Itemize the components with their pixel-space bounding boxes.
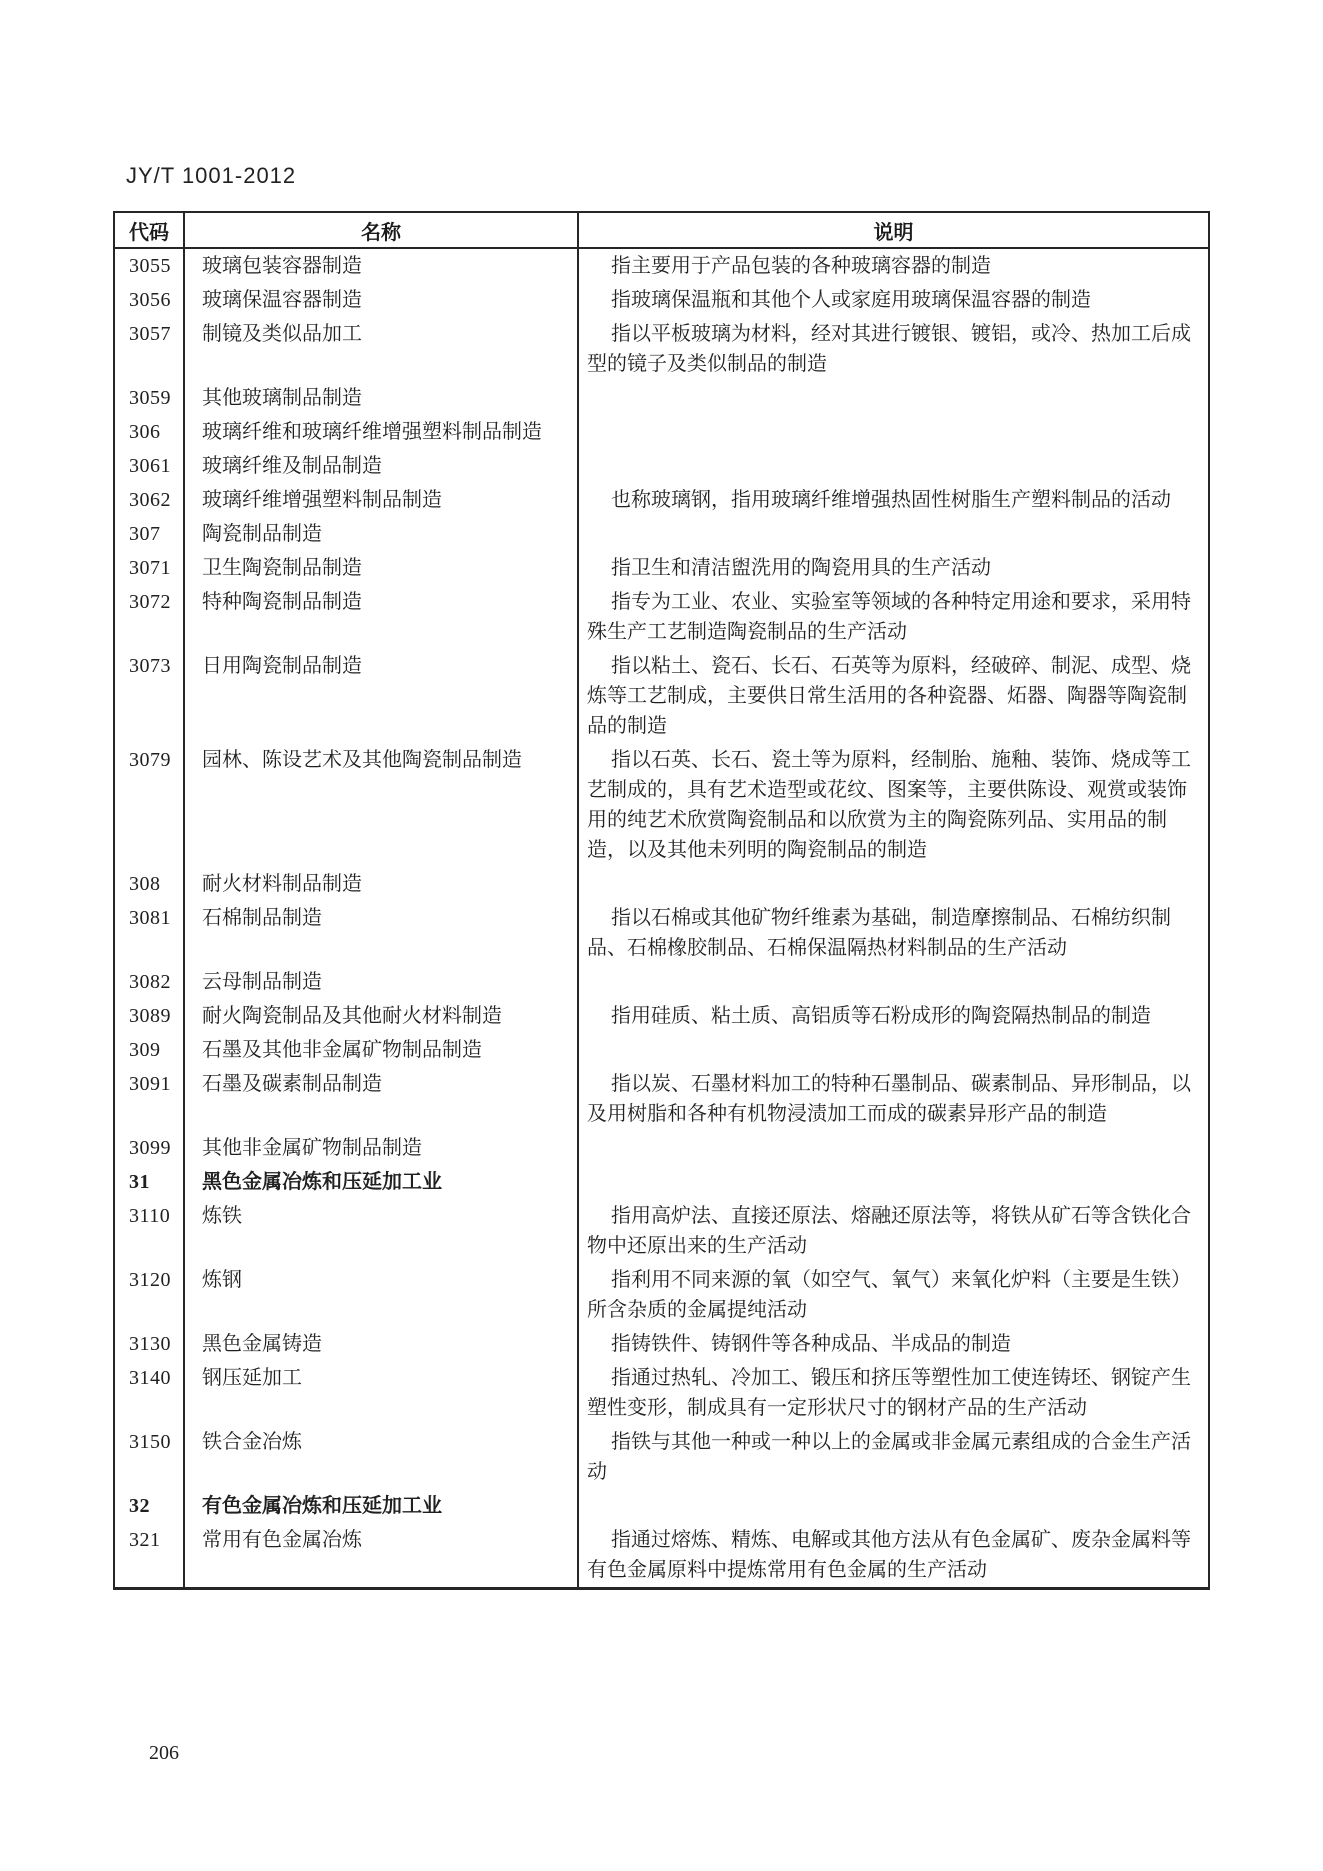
name-cell: 有色金属冶炼和压延加工业 (184, 1489, 578, 1523)
name-cell: 耐火材料制品制造 (184, 867, 578, 901)
code-cell: 3150 (114, 1425, 184, 1489)
code-cell: 3091 (114, 1067, 184, 1131)
name-cell: 炼铁 (184, 1199, 578, 1263)
description-text: 指用硅质、粘土质、高铝质等石粉成形的陶瓷隔热制品的制造 (611, 1005, 1151, 1027)
code-cell: 3081 (114, 901, 184, 965)
description-cell (578, 381, 1209, 415)
table-row (114, 1425, 1209, 1489)
description-text: 指以炭、石墨材料加工的特种石墨制品、碳素制品、异形制品，以及用树脂和各种有机物浸渍加工而成的碳素异形产品的制造 (587, 1073, 1191, 1125)
description-text: 指以石英、长石、瓷土等为原料，经制胎、施釉、装饰、烧成等工艺制成的，具有艺术造型或花纹、图案等，主要供陈设、观赏或装饰用的纯艺术欣赏陶瓷制品和以欣赏为主的陶瓷陈列品、实用品的制造，以及其他未列明的陶瓷制品的制造 (587, 749, 1191, 861)
description-cell (578, 317, 1209, 381)
table-row (114, 965, 1209, 999)
description-cell (578, 449, 1209, 483)
code-cell: 3130 (114, 1327, 184, 1361)
name-cell: 玻璃保温容器制造 (184, 283, 578, 317)
table-row (114, 1327, 1209, 1361)
description-cell (578, 248, 1209, 283)
name-cell: 炼钢 (184, 1263, 578, 1327)
description-cell (578, 415, 1209, 449)
table-row (114, 999, 1209, 1033)
code-cell: 3120 (114, 1263, 184, 1327)
description-cell (578, 517, 1209, 551)
table-row (114, 585, 1209, 649)
table-row (114, 449, 1209, 483)
table-row (114, 483, 1209, 517)
description-cell (578, 585, 1209, 649)
description-cell (578, 1327, 1209, 1361)
code-cell: 309 (114, 1033, 184, 1067)
table-row (114, 867, 1209, 901)
table-row (114, 1033, 1209, 1067)
description-text: 指专为工业、农业、实验室等领域的各种特定用途和要求，采用特殊生产工艺制造陶瓷制品的生产活动 (587, 591, 1191, 643)
table-row (114, 1361, 1209, 1425)
description-text: 指主要用于产品包装的各种玻璃容器的制造 (611, 255, 991, 277)
description-cell (578, 901, 1209, 965)
table-row (114, 381, 1209, 415)
code-cell: 3062 (114, 483, 184, 517)
column-header-name: 名称 (184, 212, 578, 248)
description-text: 指利用不同来源的氧（如空气、氧气）来氧化炉料（主要是生铁）所含杂质的金属提纯活动 (587, 1269, 1191, 1321)
name-cell: 特种陶瓷制品制造 (184, 585, 578, 649)
table-row (114, 1523, 1209, 1589)
code-cell: 308 (114, 867, 184, 901)
classification-table (113, 211, 1210, 1590)
description-cell (578, 999, 1209, 1033)
table-row (114, 248, 1209, 283)
table-row (114, 1067, 1209, 1131)
description-cell (578, 965, 1209, 999)
name-cell: 云母制品制造 (184, 965, 578, 999)
name-cell: 玻璃纤维及制品制造 (184, 449, 578, 483)
code-cell: 3072 (114, 585, 184, 649)
table-row (114, 317, 1209, 381)
code-cell: 3140 (114, 1361, 184, 1425)
code-cell: 306 (114, 415, 184, 449)
code-cell: 3099 (114, 1131, 184, 1165)
code-cell: 307 (114, 517, 184, 551)
table-row (114, 415, 1209, 449)
code-cell: 3110 (114, 1199, 184, 1263)
column-header-description: 说明 (578, 212, 1209, 248)
name-cell: 黑色金属铸造 (184, 1327, 578, 1361)
name-cell: 石棉制品制造 (184, 901, 578, 965)
description-text: 指以平板玻璃为材料，经对其进行镀银、镀铝，或冷、热加工后成型的镜子及类似制品的制造 (587, 323, 1191, 375)
table-row (114, 283, 1209, 317)
description-cell (578, 1523, 1209, 1589)
name-cell: 园林、陈设艺术及其他陶瓷制品制造 (184, 743, 578, 867)
name-cell: 日用陶瓷制品制造 (184, 649, 578, 743)
name-cell: 石墨及其他非金属矿物制品制造 (184, 1033, 578, 1067)
code-cell: 32 (114, 1489, 184, 1523)
description-cell (578, 1131, 1209, 1165)
name-cell: 钢压延加工 (184, 1361, 578, 1425)
name-cell: 陶瓷制品制造 (184, 517, 578, 551)
name-cell: 耐火陶瓷制品及其他耐火材料制造 (184, 999, 578, 1033)
code-cell: 3082 (114, 965, 184, 999)
name-cell: 常用有色金属冶炼 (184, 1523, 578, 1589)
name-cell: 石墨及碳素制品制造 (184, 1067, 578, 1131)
code-cell: 3057 (114, 317, 184, 381)
description-cell (578, 1489, 1209, 1523)
code-cell: 3055 (114, 248, 184, 283)
description-cell (578, 1067, 1209, 1131)
table-row (114, 551, 1209, 585)
table-row (114, 743, 1209, 867)
description-cell (578, 1199, 1209, 1263)
standard-number: JY/T 1001-2012 (126, 163, 297, 188)
code-cell: 3079 (114, 743, 184, 867)
name-cell: 卫生陶瓷制品制造 (184, 551, 578, 585)
description-cell (578, 743, 1209, 867)
description-cell (578, 1361, 1209, 1425)
description-cell (578, 551, 1209, 585)
description-cell (578, 1165, 1209, 1199)
table-row (114, 1131, 1209, 1165)
table-row (114, 517, 1209, 551)
description-text: 指铁与其他一种或一种以上的金属或非金属元素组成的合金生产活动 (587, 1431, 1191, 1483)
description-text: 指通过熔炼、精炼、电解或其他方法从有色金属矿、废杂金属料等有色金属原料中提炼常用有色金属的生产活动 (587, 1529, 1191, 1581)
description-text: 指以石棉或其他矿物纤维素为基础，制造摩擦制品、石棉纺织制品、石棉橡胶制品、石棉保温隔热材料制品的生产活动 (587, 907, 1171, 959)
code-cell: 31 (114, 1165, 184, 1199)
description-text: 指玻璃保温瓶和其他个人或家庭用玻璃保温容器的制造 (611, 289, 1091, 311)
name-cell: 黑色金属冶炼和压延加工业 (184, 1165, 578, 1199)
name-cell: 玻璃纤维增强塑料制品制造 (184, 483, 578, 517)
table-row (114, 901, 1209, 965)
description-cell (578, 867, 1209, 901)
description-text: 也称玻璃钢，指用玻璃纤维增强热固性树脂生产塑料制品的活动 (611, 489, 1171, 511)
description-cell (578, 1263, 1209, 1327)
name-cell: 其他玻璃制品制造 (184, 381, 578, 415)
description-cell (578, 1425, 1209, 1489)
code-cell: 321 (114, 1523, 184, 1589)
code-cell: 3089 (114, 999, 184, 1033)
description-text: 指以粘土、瓷石、长石、石英等为原料，经破碎、制泥、成型、烧炼等工艺制成，主要供日常生活用的各种瓷器、炻器、陶器等陶瓷制品的制造 (587, 655, 1191, 737)
name-cell: 玻璃纤维和玻璃纤维增强塑料制品制造 (184, 415, 578, 449)
name-cell: 制镜及类似品加工 (184, 317, 578, 381)
table-row (114, 649, 1209, 743)
code-cell: 3056 (114, 283, 184, 317)
table-row (114, 1263, 1209, 1327)
description-cell (578, 1033, 1209, 1067)
description-text: 指通过热轧、冷加工、锻压和挤压等塑性加工使连铸坯、钢锭产生塑性变形，制成具有一定形状尺寸的钢材产品的生产活动 (587, 1367, 1191, 1419)
description-text: 指用高炉法、直接还原法、熔融还原法等，将铁从矿石等含铁化合物中还原出来的生产活动 (587, 1205, 1191, 1257)
table-header-row (114, 212, 1209, 248)
code-cell: 3073 (114, 649, 184, 743)
section-row (114, 1489, 1209, 1523)
code-cell: 3059 (114, 381, 184, 415)
description-text: 指卫生和清洁盥洗用的陶瓷用具的生产活动 (611, 557, 991, 579)
description-text: 指铸铁件、铸钢件等各种成品、半成品的制造 (611, 1333, 1011, 1355)
description-cell (578, 283, 1209, 317)
code-cell: 3071 (114, 551, 184, 585)
table-row (114, 1199, 1209, 1263)
description-cell (578, 649, 1209, 743)
name-cell: 其他非金属矿物制品制造 (184, 1131, 578, 1165)
page-number: 206 (149, 1742, 179, 1764)
name-cell: 玻璃包装容器制造 (184, 248, 578, 283)
description-cell (578, 483, 1209, 517)
column-header-code: 代码 (114, 212, 184, 248)
code-cell: 3061 (114, 449, 184, 483)
name-cell: 铁合金冶炼 (184, 1425, 578, 1489)
section-row (114, 1165, 1209, 1199)
